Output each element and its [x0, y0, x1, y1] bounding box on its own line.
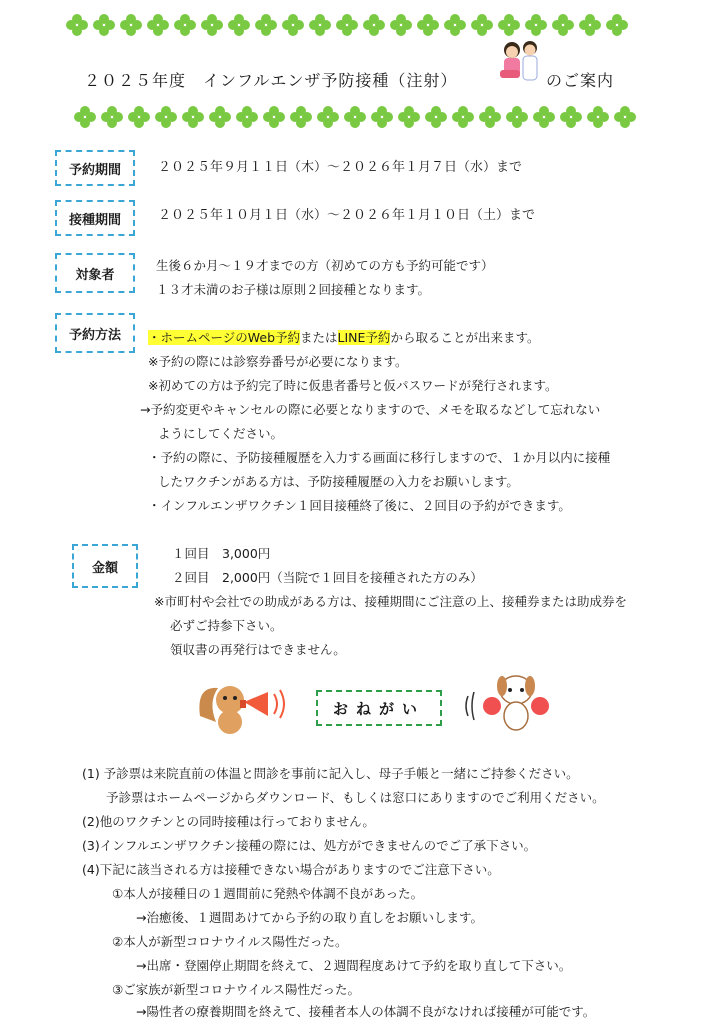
dog-cheer-illustration: [462, 666, 562, 736]
clover-icon: [398, 106, 420, 128]
clover-icon: [182, 106, 204, 128]
request-line-9: →出席・登園停止期間を終えて、２週間程度あけて予約を取り直して下さい。: [136, 958, 572, 973]
clover-icon: [579, 14, 601, 36]
price-line-2: ２回目 2,000円（当院で１回目を接種された方のみ）: [172, 570, 483, 585]
clover-icon: [174, 14, 196, 36]
clover-icon: [93, 14, 115, 36]
request-line-6: ①本人が接種日の１週間前に発熱や体調不良があった。: [112, 886, 424, 901]
squirrel-megaphone-illustration: [196, 676, 296, 736]
clover-icon: [255, 14, 277, 36]
clover-icon: [452, 106, 474, 128]
clover-icon: [614, 106, 636, 128]
clover-icon: [209, 106, 231, 128]
clover-icon: [479, 106, 501, 128]
clover-border-bottom: [0, 106, 703, 136]
request-line-2: 予診票はホームページからダウンロード、もしくは窓口にありますのでご利用ください。: [106, 790, 605, 805]
request-line-4: (3)インフルエンザワクチン接種の際には、処方ができませんのでご了承下さい。: [82, 838, 537, 853]
method-line-2: ※予約の際には診察券番号が必要になります。: [148, 354, 408, 369]
clover-icon: [236, 106, 258, 128]
clover-icon: [606, 14, 628, 36]
label-method: 予約方法: [55, 313, 135, 353]
clover-icon: [66, 14, 88, 36]
onegai-label: おねがい: [316, 690, 442, 726]
clover-icon: [317, 106, 339, 128]
clover-icon: [444, 14, 466, 36]
method-line-6: ・予約の際に、予防接種履歴を入力する画面に移行しますので、１か月以内に接種: [148, 450, 611, 465]
reservation-period-text: ２０２５年９月１１日（木）～２０２６年１月７日（水）まで: [158, 160, 523, 175]
price-line-4: 必ずご持参下さい。: [170, 618, 283, 633]
clover-icon: [417, 14, 439, 36]
clover-icon: [390, 14, 412, 36]
clover-icon: [263, 106, 285, 128]
request-line-7: →治癒後、１週間あけてから予約の取り直しをお願いします。: [136, 910, 483, 925]
label-reservation-period: 予約期間: [55, 150, 135, 186]
method-line-1: ・ホームページのWeb予約またはLINE予約から取ることが出来ます。: [148, 330, 540, 345]
clover-icon: [498, 14, 520, 36]
request-line-10: ③ご家族が新型コロナウイルス陽性だった。: [112, 982, 360, 997]
clover-icon: [506, 106, 528, 128]
clover-icon: [128, 106, 150, 128]
price-line-3: ※市町村や会社での助成がある方は、接種期間にご注意の上、接種券または助成券を: [154, 594, 627, 609]
clover-icon: [120, 14, 142, 36]
clover-icon: [587, 106, 609, 128]
request-line-11: →陽性者の療養期間を終えて、接種者本人の体調不良がなければ接種が可能です。: [136, 1004, 596, 1019]
clover-icon: [155, 106, 177, 128]
clover-icon: [552, 14, 574, 36]
clover-icon: [560, 106, 582, 128]
clover-icon: [228, 14, 250, 36]
clover-icon: [282, 14, 304, 36]
clover-icon: [363, 14, 385, 36]
method-line-8: ・インフルエンザワクチン１回目接種終了後に、２回目の予約ができます。: [148, 498, 571, 513]
price-line-5: 領収書の再発行はできません。: [170, 642, 346, 657]
request-line-5: (4)下記に該当される方は接種できない場合がありますのでご注意下さい。: [82, 862, 500, 877]
nurse-child-illustration: [492, 38, 544, 88]
request-line-3: (2)他のワクチンとの同時接種は行っておりません。: [82, 814, 375, 829]
web-reservation-highlight: ・ホームページのWeb予約: [148, 330, 301, 345]
label-vaccination-period: 接種期間: [55, 200, 135, 236]
clover-icon: [309, 14, 331, 36]
clover-icon: [344, 106, 366, 128]
line-reservation-highlight: LINE予約: [337, 330, 391, 345]
label-target: 対象者: [55, 253, 135, 293]
clover-icon: [74, 106, 96, 128]
title-main: ２０２５年度 インフルエンザ予防接種（注射）: [84, 71, 458, 90]
price-line-1: １回目 3,000円: [172, 546, 271, 561]
clover-icon: [471, 14, 493, 36]
clover-icon: [525, 14, 547, 36]
title-suffix: のご案内: [546, 71, 615, 90]
clover-icon: [425, 106, 447, 128]
clover-icon: [101, 106, 123, 128]
method-line-5: ようにしてください。: [158, 426, 284, 441]
clover-icon: [336, 14, 358, 36]
page-title: [84, 68, 615, 91]
request-line-8: ②本人が新型コロナウイルス陽性だった。: [112, 934, 348, 949]
label-price: 金額: [72, 544, 138, 588]
method-line-4: →予約変更やキャンセルの際に必要となりますので、メモを取るなどして忘れない: [140, 402, 601, 417]
method-line-7: したワクチンがある方は、予防接種履歴の入力をお願いします。: [158, 474, 519, 489]
vaccination-period-text: ２０２５年１０月１日（水）～２０２６年１月１０日（土）まで: [158, 208, 536, 223]
clover-icon: [201, 14, 223, 36]
target-line-1: 生後６か月～１９才までの方（初めての方も予約可能です）: [156, 258, 494, 273]
method-line-3: ※初めての方は予約完了時に仮患者番号と仮パスワードが発行されます。: [148, 378, 558, 393]
clover-icon: [290, 106, 312, 128]
target-line-2: １３才未満のお子様は原則２回接種となります。: [156, 282, 431, 297]
clover-border-top: [0, 14, 703, 44]
clover-icon: [533, 106, 555, 128]
clover-icon: [371, 106, 393, 128]
request-line-1: (1) 予診票は来院直前の体温と問診を事前に記入し、母子手帳と一緒にご持参ください。: [82, 766, 579, 781]
clover-icon: [147, 14, 169, 36]
